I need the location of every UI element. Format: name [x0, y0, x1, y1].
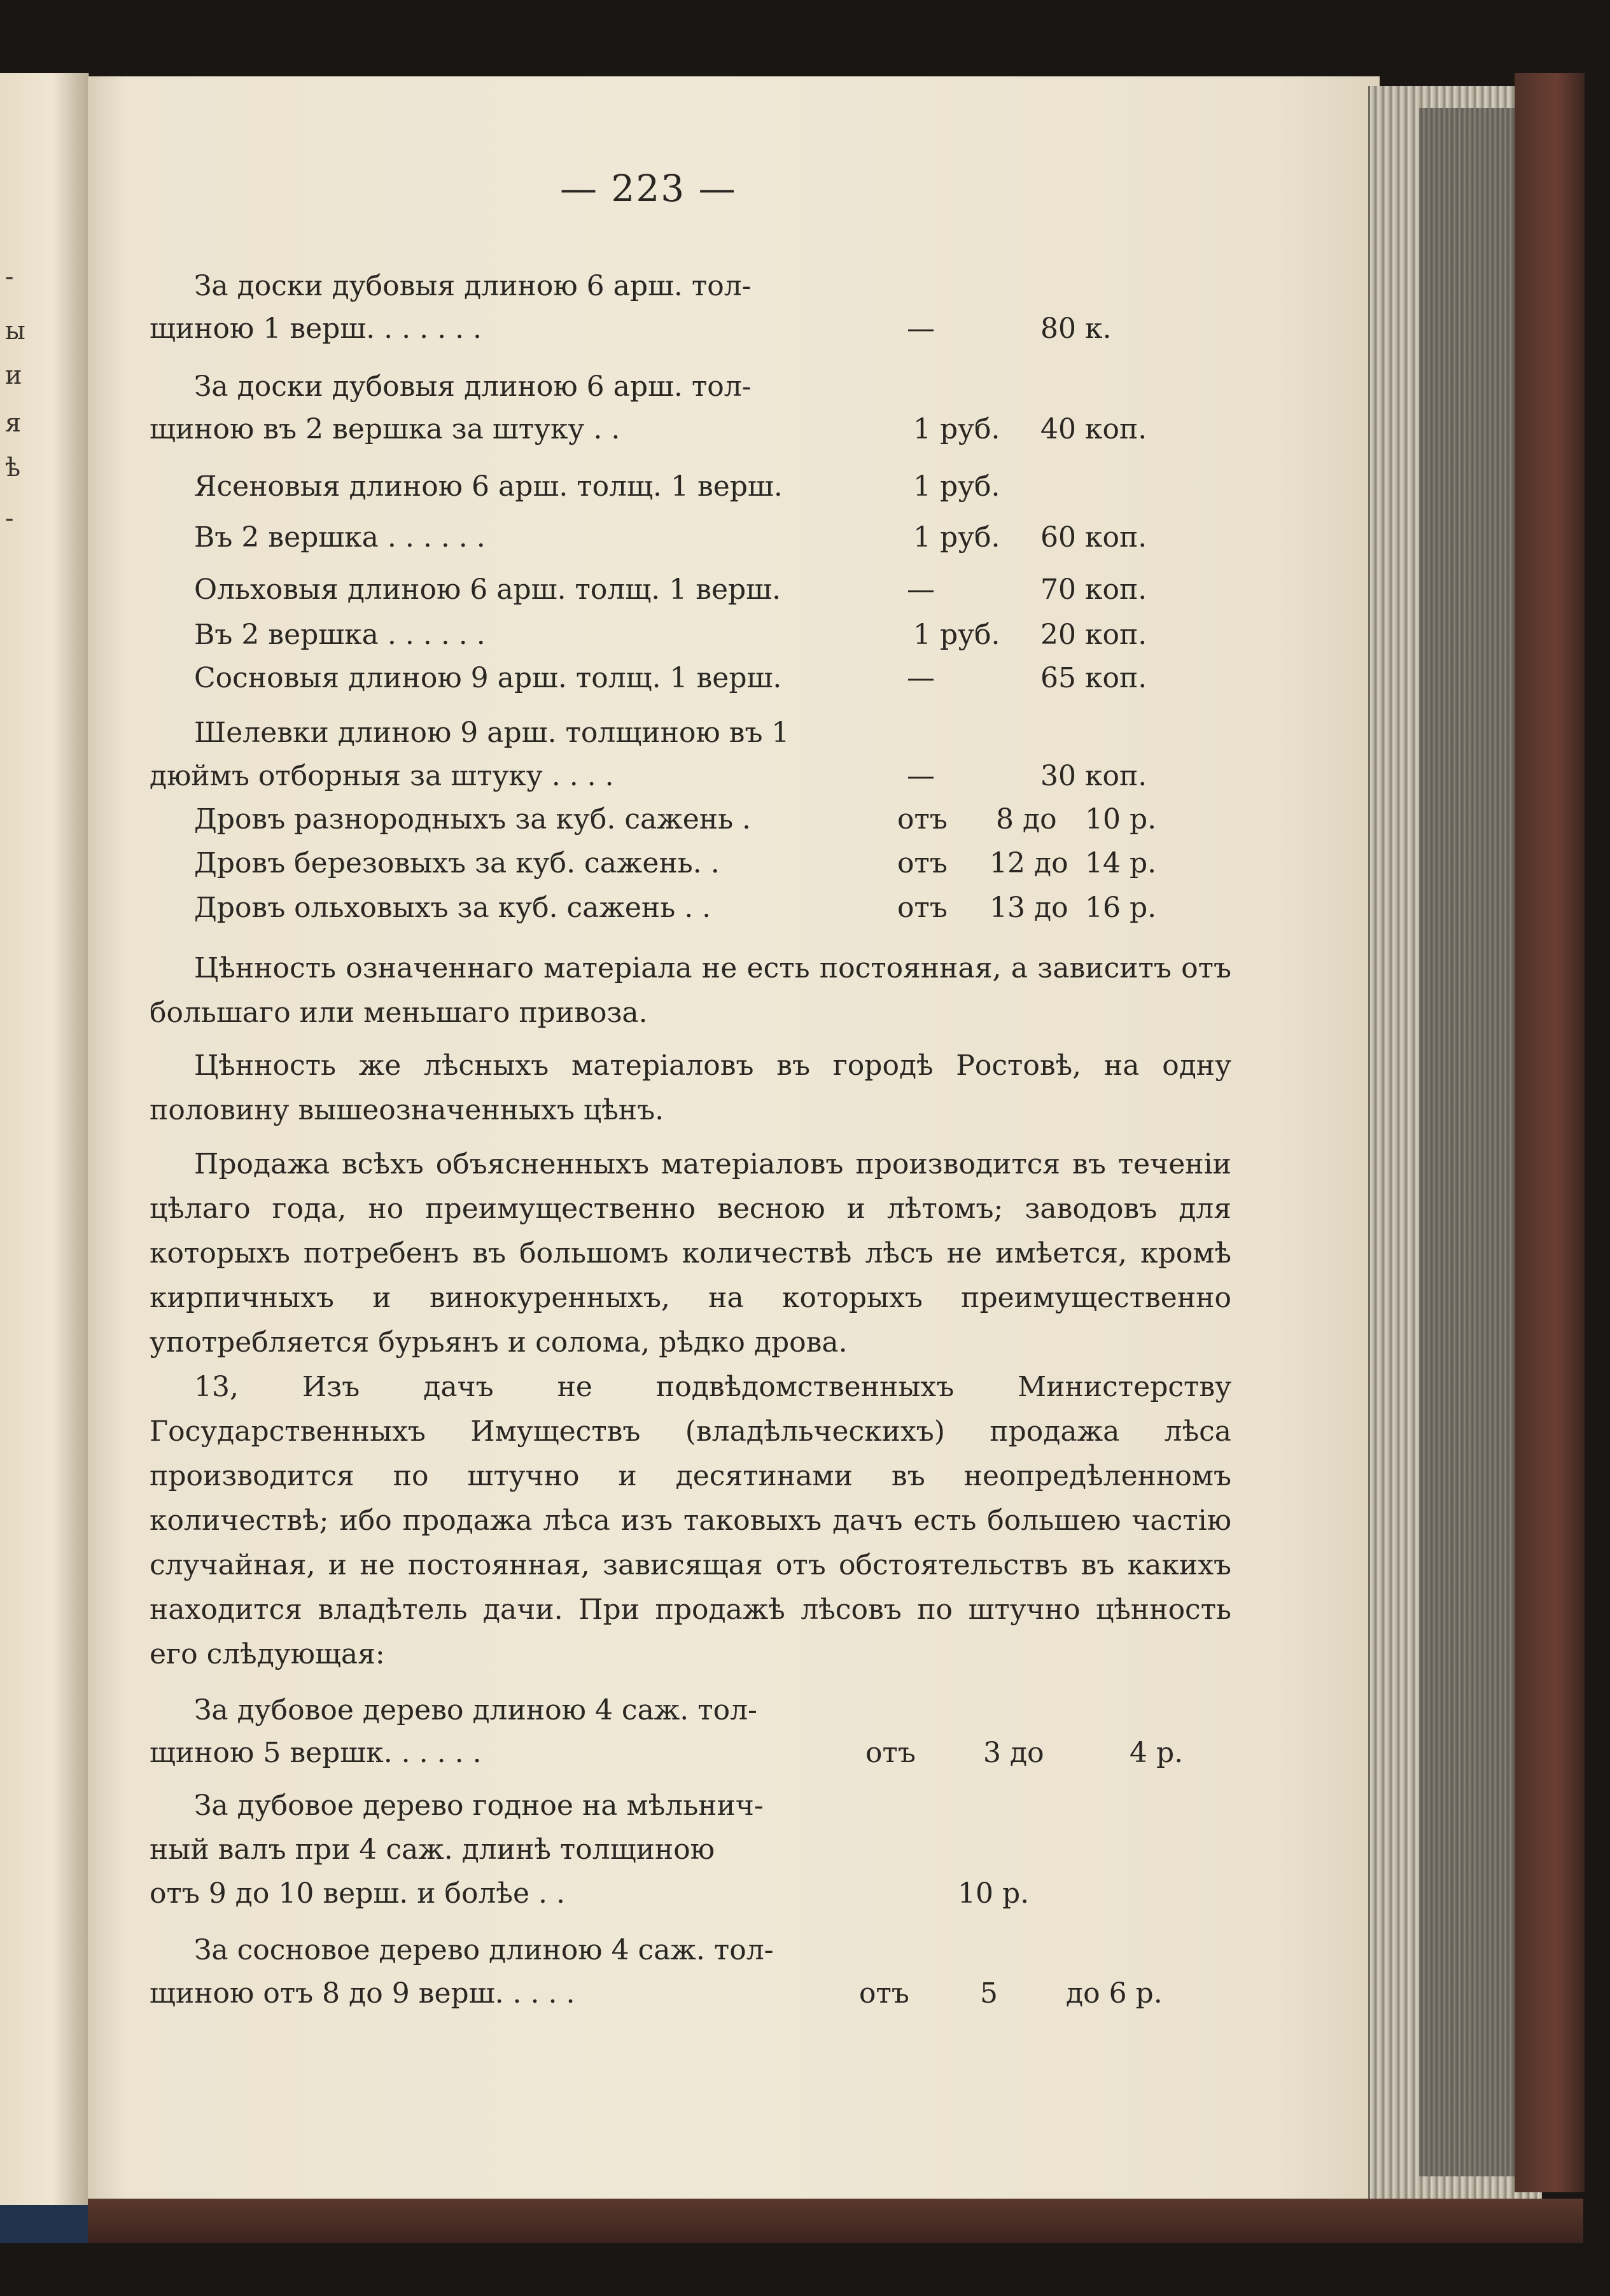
item-line: щиною 5 вершк. . . . . . — [150, 1737, 482, 1769]
item-line: За дубовое дерево годное на мѣльнич- — [194, 1789, 764, 1822]
margin-fragment: и — [5, 361, 22, 390]
binding-cloth — [0, 2205, 88, 2243]
price-cell: 10 р. — [958, 1877, 1030, 1910]
price-cell: — — [907, 760, 935, 792]
item-line: дюймъ отборныя за штуку . . . . — [150, 760, 614, 792]
price-cell: отъ — [865, 1737, 916, 1769]
item-line: Ольховыя длиною 6 арш. толщ. 1 верш. — [194, 573, 781, 606]
price-cell: отъ — [859, 1977, 909, 2010]
item-line: ный валъ при 4 саж. длинѣ толщиною — [150, 1833, 715, 1866]
price-cell: 70 коп. — [1040, 573, 1147, 606]
price-cell: отъ — [897, 892, 948, 924]
price-cell: 60 коп. — [1040, 521, 1147, 554]
price-cell: 1 руб. — [913, 619, 1000, 651]
price-cell: 1 руб. — [913, 470, 1000, 503]
price-cell: 65 коп. — [1040, 662, 1147, 694]
margin-fragment: - — [5, 262, 14, 291]
paragraph: 13, Изъ дачъ не подвѣдомственныхъ Министерству Государственныхъ Имуществъ (владѣльческихъ) продажа лѣса производится по штучно и десятинами въ неопредѣленномъ количествѣ; ибо продажа лѣса изъ таковыхъ дачъ есть большею частію случайная, и не постоянная, зависящая отъ обстоятельствъ въ какихъ находится владѣтель дачи. При продажѣ лѣсовъ по штучно цѣнность его слѣдующая: — [150, 1371, 1231, 1670]
paragraph: Цѣнность же лѣсныхъ матеріаловъ въ городѣ Ростовѣ, на одну половину вышеозначенныхъ цѣнъ. — [150, 1049, 1231, 1126]
price-cell: 80 к. — [1040, 312, 1112, 345]
price-cell: — — [907, 573, 935, 606]
item-line: Дровъ ольховыхъ за куб. сажень . . — [194, 892, 711, 924]
item-line: Дровъ березовыхъ за куб. сажень. . — [194, 847, 720, 879]
left-page-edge — [0, 73, 89, 2243]
item-line: За дубовое дерево длиною 4 саж. тол- — [194, 1694, 757, 1726]
page-edges-shadow — [1419, 108, 1515, 2176]
book-cover-bottom — [88, 2199, 1583, 2243]
price-cell: 1 руб. — [913, 413, 1000, 445]
item-line: щиною отъ 8 до 9 верш. . . . . — [150, 1977, 575, 2010]
price-cell: до 6 р. — [1066, 1977, 1163, 2010]
margin-fragment: ы — [5, 316, 25, 346]
price-cell: 8 до — [996, 803, 1057, 836]
page-number: — 223 — — [560, 167, 737, 210]
item-line: Дровъ разнородныхъ за куб. сажень . — [194, 803, 751, 836]
price-cell: 3 до — [983, 1737, 1044, 1769]
item-line: щиною 1 верш. . . . . . . — [150, 312, 482, 345]
item-line: отъ 9 до 10 верш. и болѣе . . — [150, 1877, 565, 1910]
price-cell: отъ — [897, 803, 948, 836]
price-cell: 40 коп. — [1040, 413, 1147, 445]
margin-fragment: я — [5, 409, 22, 438]
item-line: щиною въ 2 вершка за штуку . . — [150, 413, 620, 445]
price-cell: 12 до — [990, 847, 1068, 879]
item-line: Въ 2 вершка . . . . . . — [194, 521, 486, 554]
item-line: За доски дубовыя длиною 6 арш. тол- — [194, 370, 752, 403]
price-cell: 13 до — [990, 892, 1068, 924]
item-line: За доски дубовыя длиною 6 арш. тол- — [194, 270, 752, 302]
paragraph: Продажа всѣхъ объясненныхъ матеріаловъ производится въ теченіи цѣлаго года, но преимущественно весною и лѣтомъ; заводовъ для которыхъ потребенъ въ большомъ количествѣ лѣсъ не имѣется, кромѣ кирпичныхъ и винокуренныхъ, на которыхъ преимущественно употребляется бурьянъ и солома, рѣдко дрова. — [150, 1148, 1231, 1359]
item-line: Въ 2 вершка . . . . . . — [194, 619, 486, 651]
price-cell: 16 р. — [1085, 892, 1157, 924]
book-cover-right — [1515, 73, 1585, 2192]
price-cell: 30 коп. — [1040, 760, 1147, 792]
price-cell: — — [907, 312, 935, 345]
price-cell: 20 коп. — [1040, 619, 1147, 651]
margin-fragment: ѣ — [5, 453, 21, 482]
item-line: За сосновое дерево длиною 4 саж. тол- — [194, 1934, 774, 1966]
price-cell: 10 р. — [1085, 803, 1157, 836]
item-line: Сосновыя длиною 9 арш. толщ. 1 верш. — [194, 662, 782, 694]
price-cell: — — [907, 662, 935, 694]
price-cell: 4 р. — [1130, 1737, 1184, 1769]
price-cell: 14 р. — [1085, 847, 1157, 879]
margin-fragment: - — [5, 504, 14, 533]
price-cell: 5 — [980, 1977, 998, 2010]
price-cell: отъ — [897, 847, 948, 879]
paragraph: Цѣнность означеннаго матеріала не есть постоянная, а зависитъ отъ большаго или меньшаго привоза. — [150, 952, 1231, 1029]
item-line: Ясеновыя длиною 6 арш. толщ. 1 верш. — [194, 470, 783, 503]
item-line: Шелевки длиною 9 арш. толщиною въ 1 — [194, 717, 790, 749]
price-cell: 1 руб. — [913, 521, 1000, 554]
